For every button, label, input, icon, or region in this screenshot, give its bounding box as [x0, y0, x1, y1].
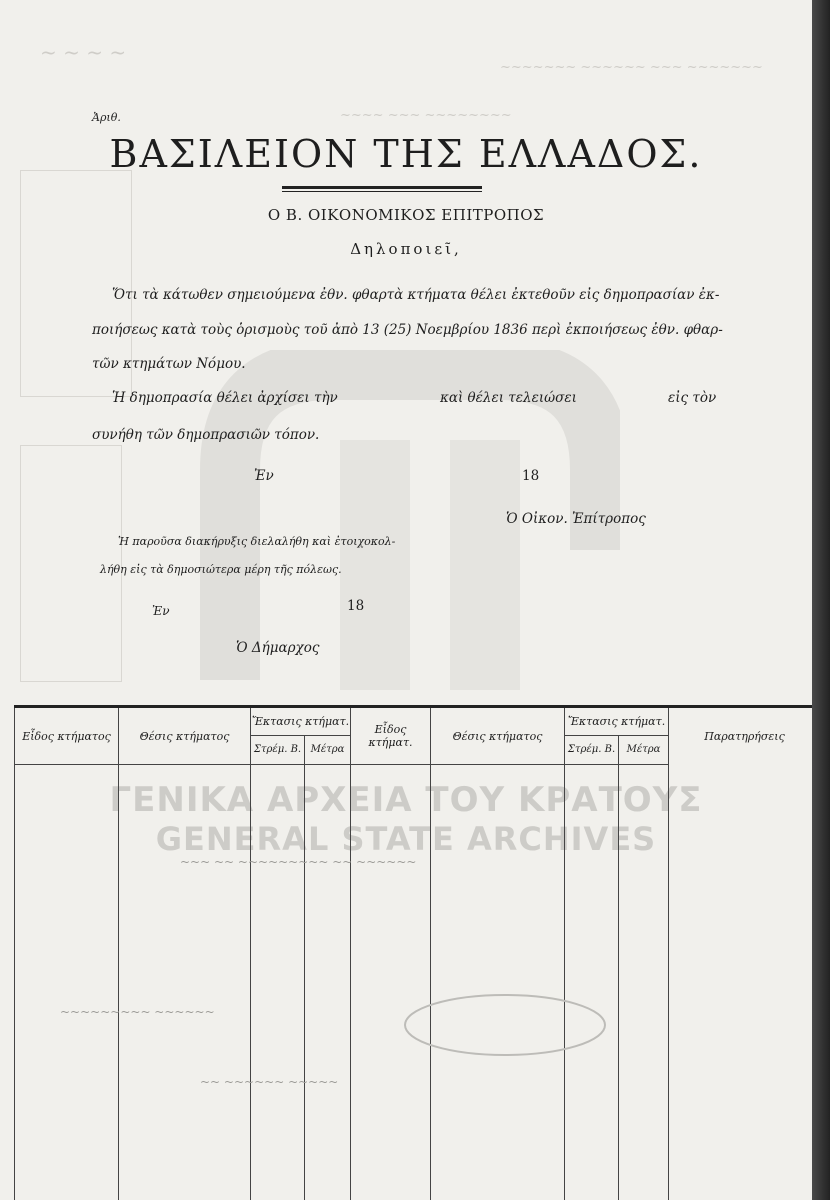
header-kind: Εἶδος κτήματος [15, 707, 119, 765]
header-location-2: Θέσις κτήματος [431, 707, 565, 765]
auction-start-text: Ἡ δημοπρασία θέλει ἀρχίσει τὴν [112, 390, 338, 406]
header-extent: Ἔκτασις κτήματ. [251, 707, 351, 736]
notice-line: Ἡ παροῦσα διακήρυξις διελαλήθη καὶ ἐτοιχοκολ- [118, 535, 396, 548]
commissioner-signature-label: Ὁ Οἰκον. Ἐπίτροπος [506, 511, 646, 527]
notice-line: λήθη εἰς τὰ δημοσιώτερα μέρη τῆς πόλεως. [100, 563, 342, 576]
title-rule [282, 186, 482, 189]
header-metra-2: Μέτρα [619, 735, 669, 765]
header-stremmata-2: Στρέμ. Β. [565, 735, 619, 765]
header-metra: Μέτρα [305, 735, 351, 765]
place-label: Ἐν [152, 604, 170, 618]
table-cell [565, 765, 619, 1200]
body-line: τῶν κτημάτων Νόμου. [92, 356, 246, 372]
auction-place-text: εἰς τὸν [668, 390, 717, 406]
watermark-line-greek: ΓΕΝΙΚΑ ΑΡΧΕΙΑ ΤΟΥ ΚΡΑΤΟΥΣ [109, 780, 703, 820]
declares-heading: Δηλοποιεῖ, [350, 240, 462, 258]
title-rule-thin [282, 191, 482, 192]
ghost-handwriting: ~~~ ~~ ~~~~~~~~~ ~~ ~~~~~~ [180, 855, 417, 869]
table-cell [669, 765, 812, 1200]
number-label: Ἀριθ. [92, 111, 121, 124]
body-line: Ὅτι τὰ κάτωθεν σημειούμενα ἐθν. φθαρτὰ κτήματα θέλει ἐκτεθοῦν εἰς δημοπρασίαν ἐκ- [112, 287, 720, 303]
ghost-text: ~~~~~~~ ~~~~~~ ~~~ ~~~~~~~ [500, 60, 763, 75]
document-subtitle: Ο Β. ΟΙΚΟΝΟΜΙΚΟΣ ΕΠΙΤΡΟΠΟΣ [267, 206, 545, 224]
body-line: ποιήσεως κατὰ τοὺς ὁρισμοὺς τοῦ ἀπὸ 13 (25) Νοεμβρίου 1836 περὶ ἐκποιήσεως ἐθν. φθαρ- [92, 322, 723, 338]
watermark-line-english: GENERAL STATE ARCHIVES [155, 820, 657, 858]
ghost-text: ~~~~ ~~~ ~~~~~~~~ [340, 108, 512, 123]
header-location: Θέσις κτήματος [119, 707, 251, 765]
year-prefix: 18 [522, 468, 540, 484]
mayor-signature-label: Ὁ Δήμαρχος [236, 640, 320, 656]
table-cell [619, 765, 669, 1200]
scan-edge [812, 0, 830, 1200]
place-label: Ἐν [254, 468, 274, 484]
table-cell [351, 765, 431, 1200]
year-prefix: 18 [347, 598, 365, 614]
auction-place-text: συνήθη τῶν δημοπρασιῶν τόπον. [92, 427, 320, 443]
table-cell [15, 765, 119, 1200]
header-extent-2: Ἔκτασις κτήματ. [565, 707, 669, 736]
header-kind-2: Εἶδος κτήματ. [351, 707, 431, 765]
header-stremmata: Στρέμ. Β. [251, 735, 305, 765]
header-remarks: Παρατηρήσεις [669, 707, 812, 765]
ghost-handwriting: ~ ~ ~ ~ [40, 40, 127, 64]
table-cell [119, 765, 251, 1200]
ghost-handwriting: ~~ ~~~~~~ ~~~~~ [200, 1075, 339, 1089]
property-table [14, 705, 812, 1200]
document-title: ΒΑΣΙΛΕΙΟΝ ΤΗΣ ΕΛΛΑΔΟΣ. [109, 132, 703, 176]
ghost-handwriting: ~~~~~~~~~ ~~~~~~ [60, 1005, 215, 1019]
ghost-stamp [400, 990, 610, 1060]
table-cell [431, 765, 565, 1200]
table-cell [305, 765, 351, 1200]
auction-end-text: καὶ θέλει τελειώσει [440, 390, 577, 406]
table-cell [251, 765, 305, 1200]
